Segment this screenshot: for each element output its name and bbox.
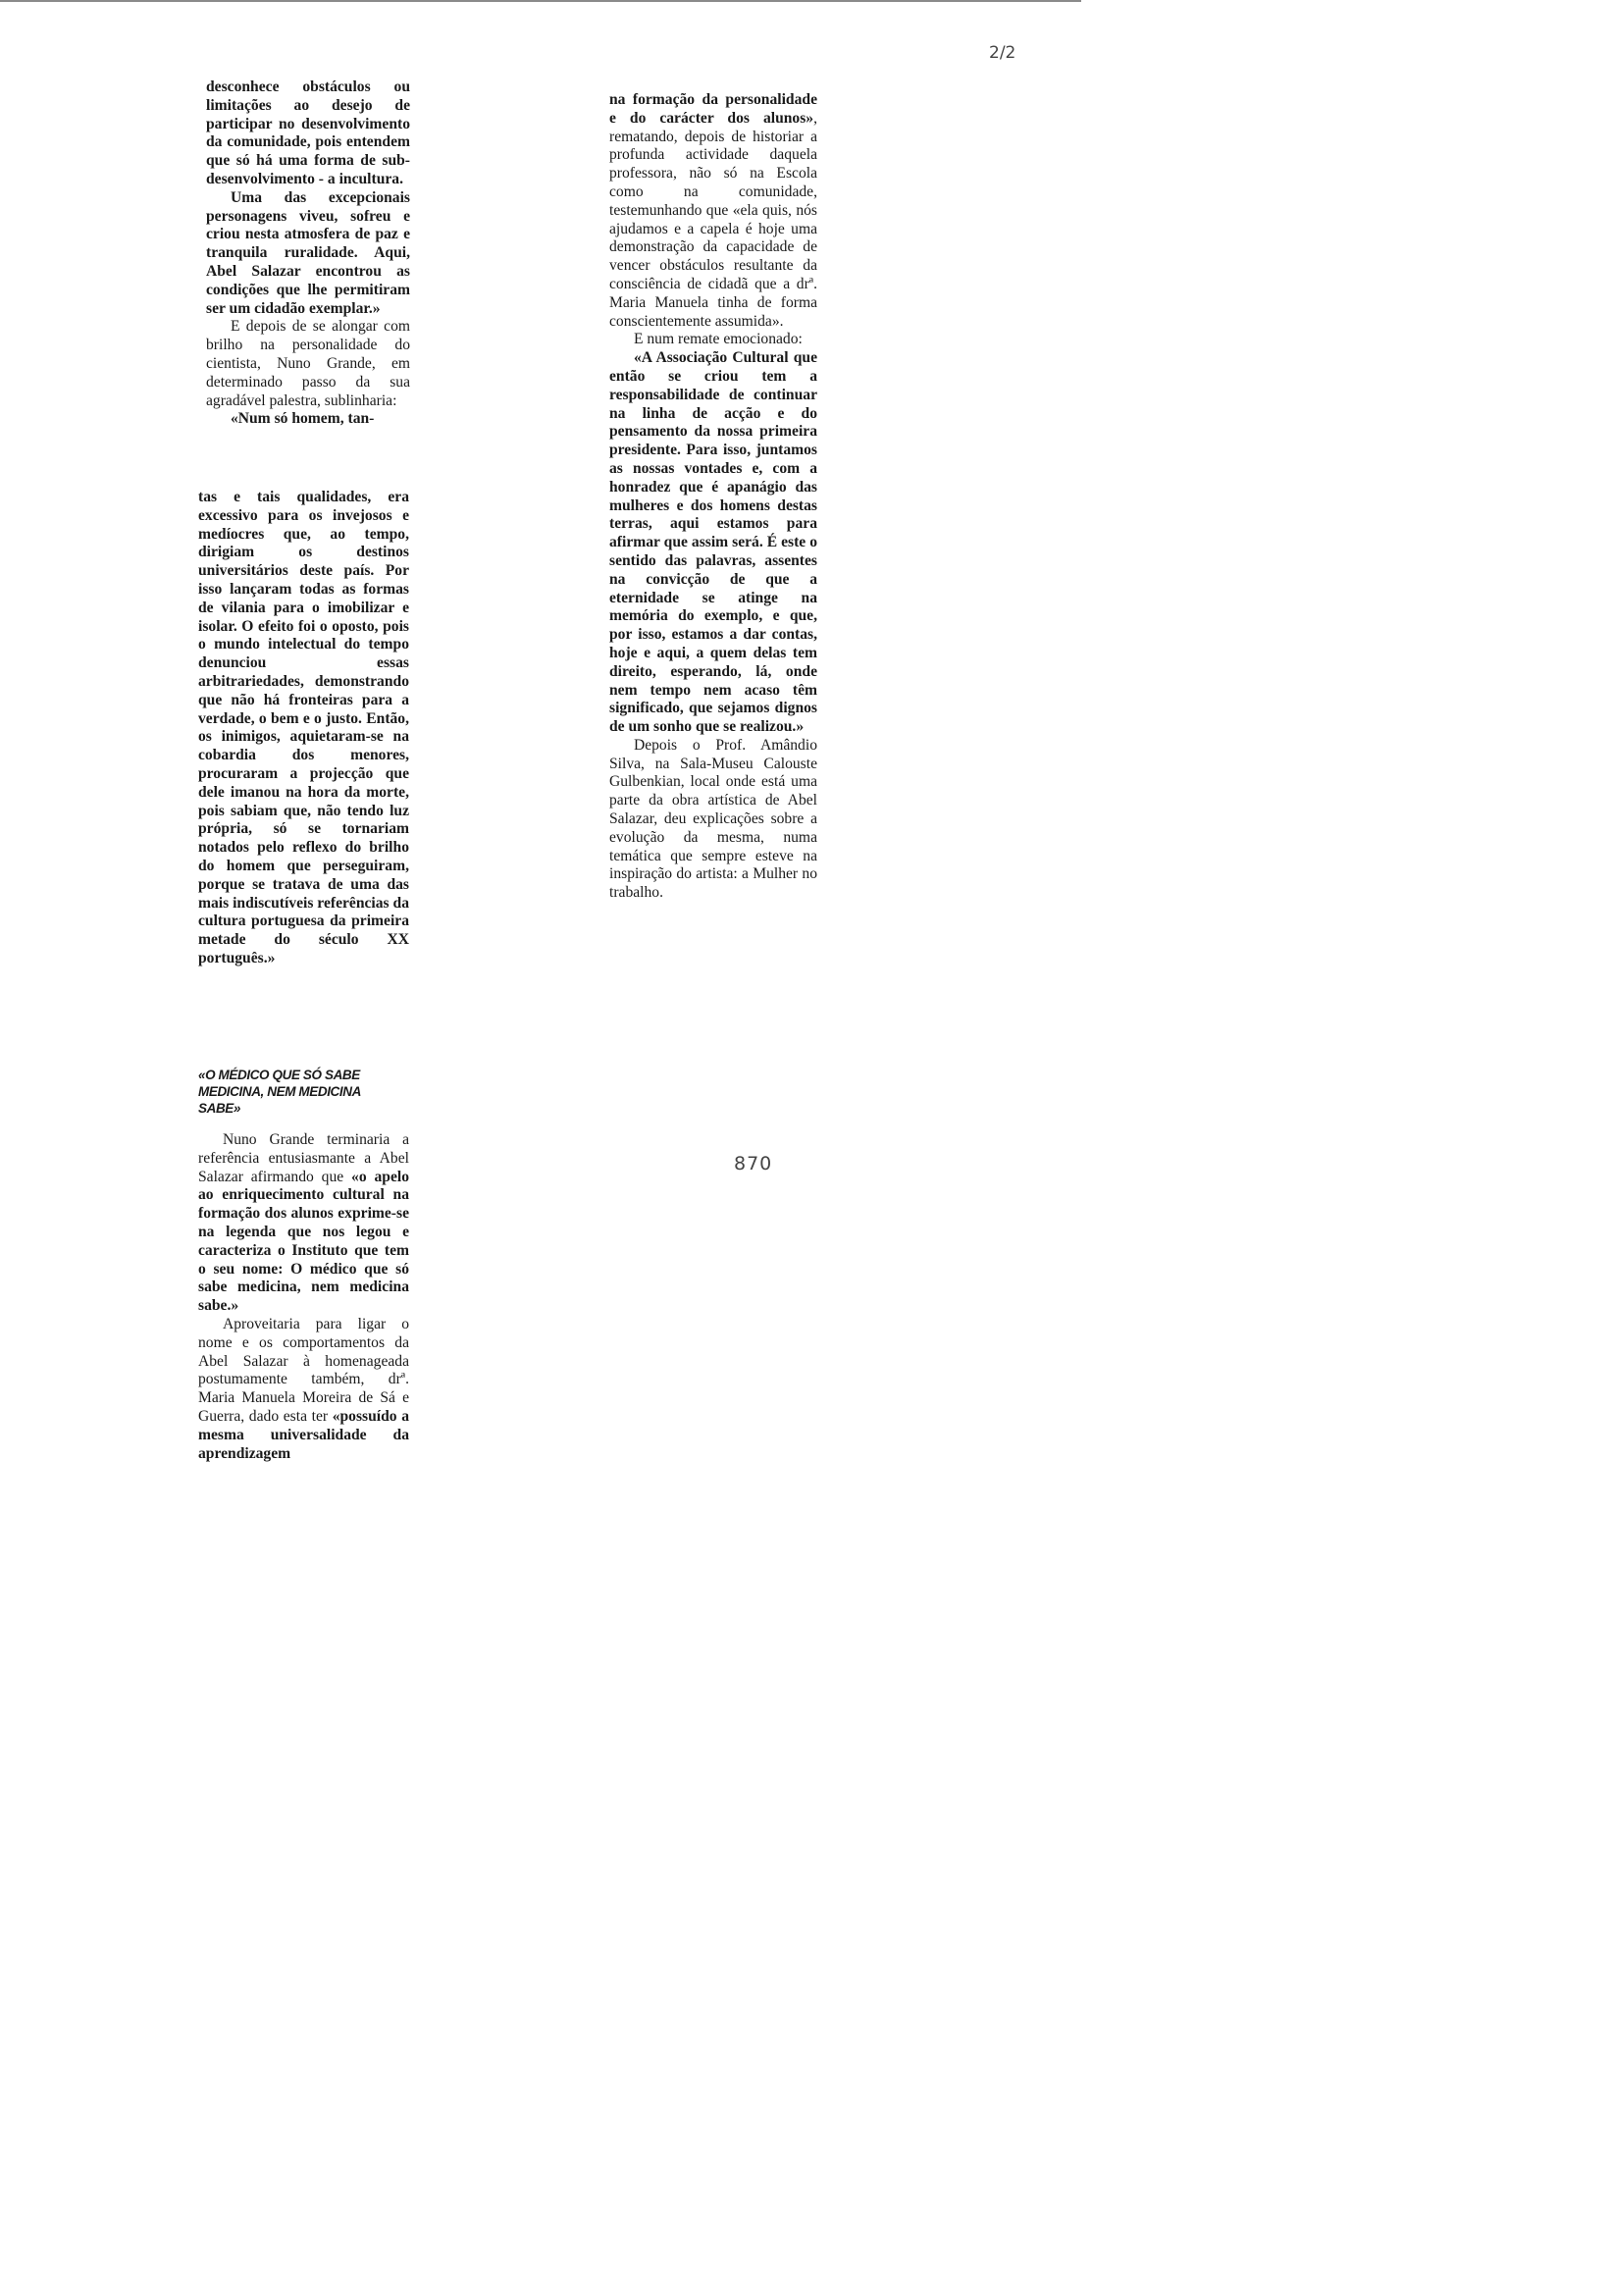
- quote-run: «o apelo ao enriquecimento cultural na formação dos alunos exprime-se na legenda que nos legou e caracteriza o Instituto que tem o seu nome: O médico que só sabe medicina, nem medicina sabe.»: [198, 1168, 409, 1315]
- paragraph: «Num só homem, tan-: [230, 410, 375, 428]
- paragraph: [198, 1316, 409, 1463]
- text-run: Nuno Grande terminaria a referência entusiasmante a Abel Salazar afirmando que: [198, 1131, 409, 1185]
- paragraph: E num remate emocionado:: [633, 331, 803, 348]
- paragraph: Uma das excepcionais personagens viveu, sofreu e criou nesta atmosfera de paz e tranquila ruralidade. Aqui, Abel Salazar encontrou as condições que lhe permitiram ser um cidadão exemplar.»: [206, 188, 410, 317]
- paragraph: tas e tais qualidades, era excessivo para os invejosos e medíocres que, ao tempo, dirigiam os destinos universitários deste país. Por isso lançaram todas as formas de vilania para o imobilizar e isolar. O efeito foi o oposto, pois o mundo intelectual do tempo denunciou essas arbitrariedades, demonstrando que não há fronteiras para a verdade, o bem e o justo. Então, os inimigos, aquietaram-se na cobardia dos menores, procuraram a projecção que dele imanou na hora da morte, pois sabiam que, não tendo luz própria, só se tornariam notados pelo reflexo do brilho do homem que perseguiram, porque se tratava de uma das mais indiscutíveis referências da cultura portuguesa da primeira metade do século XX português.»: [198, 489, 409, 966]
- paragraph: [609, 91, 817, 331]
- subheading: «O MÉDICO QUE SÓ SABE MEDICINA, NEM MEDICINA SABE»: [198, 1068, 361, 1116]
- paragraph: [198, 1131, 409, 1316]
- quote-run: na formação da personalidade e do carácter dos alunos»: [609, 91, 817, 127]
- paragraph: E depois de se alongar com brilho na personalidade do cientista, Nuno Grande, em determinado passo da sua agradável palestra, sublinharia:: [206, 318, 410, 409]
- column-2: [609, 91, 817, 903]
- page-tag: 2/2: [989, 43, 1016, 63]
- text-run: Aproveitaria para ligar o nome e os comportamentos da Abel Salazar à homenageada postumamente também, drª. Maria Manuela Moreira de Sá e Guerra, dado esta ter: [198, 1315, 409, 1425]
- column-1-middle: [198, 489, 409, 968]
- scan-top-edge: [0, 0, 1081, 2]
- paragraph: desconhece obstáculos ou limitações ao desejo de participar no desenvolvimento da comunidade, pois entendem que só há uma forma de sub-desenvolvimento - a incultura.: [206, 78, 410, 187]
- column-1-bottom: [198, 1131, 409, 1463]
- page-number: 870: [734, 1153, 773, 1174]
- quote-paragraph: «A Associação Cultural que então se criou tem a responsabilidade de continuar na linha de acção e do pensamento da nossa primeira presidente. Para isso, juntamos as nossas vontades e, com a honradez que é apanágio das mulheres e dos homens destas terras, aqui estamos para afirmar que assim será. É este o sentido das palavras, assentes na convicção de que a eternidade se atinge na memória do exemplo, e que, por isso, estamos a dar contas, hoje e aqui, a quem delas tem direito, esperando, lá, onde nem tempo nem acaso têm significado, que sejamos dignos de um sonho que se realizou.»: [609, 349, 817, 736]
- quote-run: «possuído a mesma universalidade da aprendizagem: [198, 1407, 410, 1462]
- paragraph: Depois o Prof. Amândio Silva, na Sala-Museu Calouste Gulbenkian, local onde está uma parte da obra artística de Abel Salazar, deu explicações sobre a evolução da mesma, numa temática que sempre esteve na inspiração do artista: a Mulher no trabalho.: [609, 736, 817, 902]
- column-1-top: [206, 78, 410, 429]
- text-run: , rematando, depois de historiar a profunda actividade daquela professora, não só na Escola como na comunidade, testemunhando que «ela quis, nós ajudamos e a capela é hoje uma demonstração da capacidade de vencer obstáculos resultante da consciência de cidadã que a drª. Maria Manuela tinha de forma conscientemente assumida».: [609, 109, 817, 330]
